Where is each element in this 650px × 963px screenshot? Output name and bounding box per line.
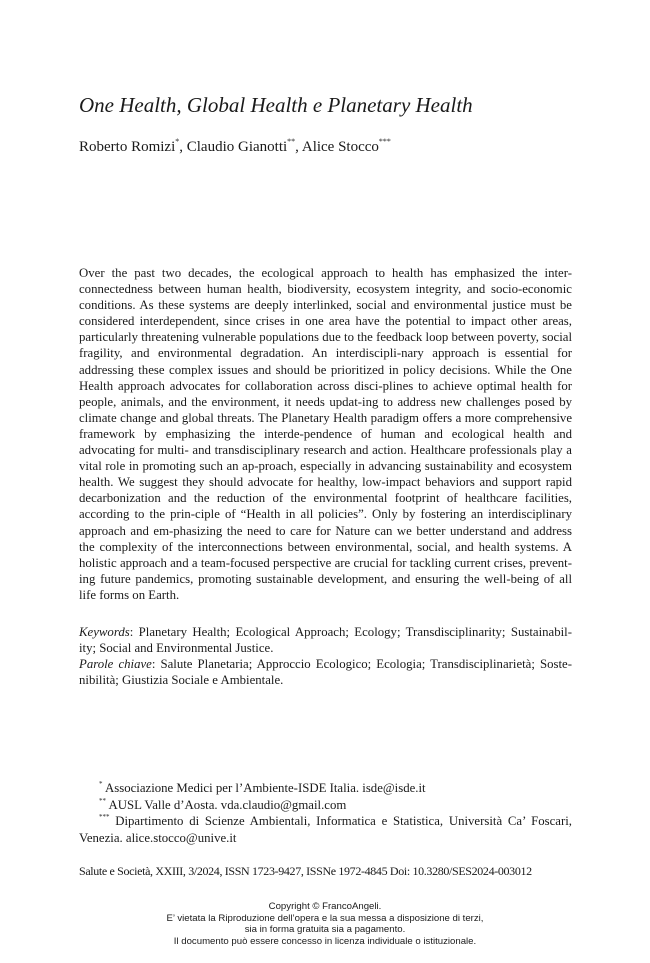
author-separator: , [179,139,187,155]
keywords-english [79,624,572,656]
author-footnote-mark: *** [378,137,391,146]
author-name: Claudio Gianotti [186,139,288,155]
author-name: Alice Stocco [301,139,379,155]
footnote-text: AUSL Valle d’Aosta. vda.claudio@gmail.com [106,797,347,812]
footnote-item [79,813,572,846]
keywords-italian [79,656,572,688]
parole-chiave-text: : Salute Planetaria; Approccio Ecologico; Ecologia; Transdisciplinarietà; Soste-nibilità; Giustizia Sociale e Ambientale. [79,657,572,688]
copyright-line: sia in forma gratuita sia a pagamento. [244,924,406,935]
footnote-item [79,797,572,814]
keywords-label: Keywords [79,625,130,639]
footnote-mark: ** [99,796,106,805]
footnote-mark: * [99,780,103,788]
article-title: One Health, Global Health e Planetary Health [79,93,473,117]
parole-chiave-label: Parole chiave [79,657,152,671]
footnotes [79,780,572,846]
copyright-line: Copyright © FrancoAngeli. [268,901,382,912]
footnote-item [79,780,572,797]
copyright-notice [100,901,550,947]
author-footnote-mark: * [175,137,180,146]
author-name: Roberto Romizi [79,139,176,155]
footnote-text: Dipartimento di Scienze Ambientali, Informatica e Statistica, Università Ca’ Foscari, Venezia. alice.stocco@unive.it [79,814,572,845]
journal-citation: Salute e Società, XXIII, 3/2024, ISSN 1723-9427, ISSNe 1972-4845 Doi: 10.3280/SES2024-003012 [79,864,532,878]
copyright-line: E’ vietata la Riproduzione dell’opera e la sua messa a disposizione di terzi, [166,912,484,924]
footnote-text: Associazione Medici per l’Ambiente-ISDE Italia. isde@isde.it [102,781,426,795]
author-separator: , [295,139,302,155]
author-list [79,137,579,157]
keywords-text: : Planetary Health; Ecological Approach; Ecology; Transdisciplinarity; Sustainabil-ity; Social and Environmental Justice. [79,625,572,656]
copyright-line: Il documento può essere concesso in licenza individuale o istituzionale. [173,935,477,947]
abstract-paragraph: Over the past two decades, the ecological approach to health has emphasized the inter-connectedness between human health, biodiversity, ecosystem integrity, and socio-economic conditions. As these systems are deeply interlinked, social and environmental justice must be considered interdependent, since crises in one area have the potential to impact other areas, particularly threatening vulnerable populations due to the feedback loop between poverty, social fragility, and environmental degradation. An interdiscipli-nary approach is essential for addressing these complex issues and should be prioritized in policy decisions. While the One Health approach advocates for collaboration across disci-plines to achieve optimal health for people, animals, and the environment, it needs updat-ing to address new challenges posed by climate change and global threats. The Planetary Health paradigm offers a more comprehensive framework by emphasizing the interde-pendence of human and ecological health and advocating for multi- and transdisciplinary research and action. Healthcare professionals play a vital role in promoting such an ap-proach, especially in advancing sustainability and ecosystem health. We suggest they should advocate for healthy, low-impact behaviors and support rapid decarbonization and the reduction of the environmental footprint of healthcare facilities, according to the prin-ciple of “Health in all policies”. Only by fostering an interdisciplinary approach and em-phasizing the need to care for Nature can we better understand and address the complexity of the interconnections between environmental, social, and health systems. A holistic approach and a team-focused perspective are crucial for tackling current crises, prevent-ing future pandemics, promoting sustainable development, and ensuring the well-being of all life forms on Earth. [79,266,572,602]
author-footnote-mark: ** [287,137,296,146]
footnote-mark: *** [99,813,110,821]
